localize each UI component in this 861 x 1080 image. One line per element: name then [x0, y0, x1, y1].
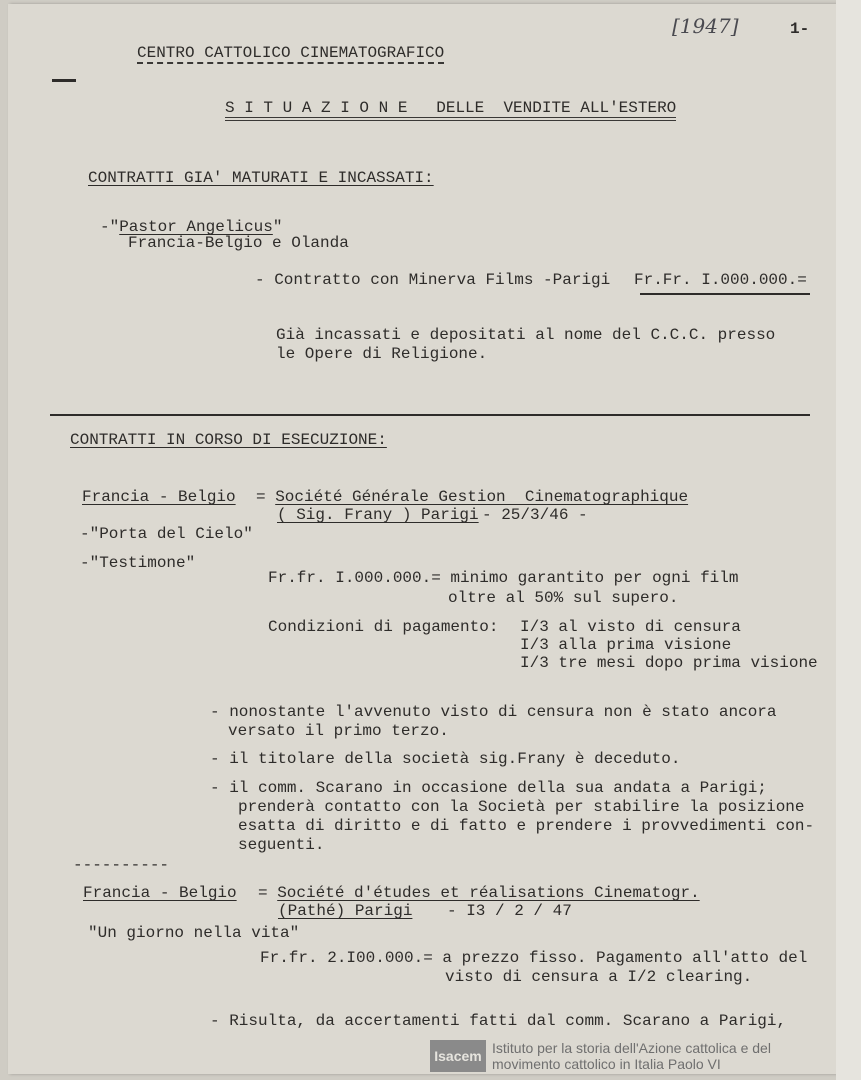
equals: =: [258, 884, 278, 902]
organization-header: CENTRO CATTOLICO CINEMATOGRAFICO: [137, 44, 445, 62]
section-heading-in-progress: CONTRATTI IN CORSO DI ESECUZIONE:: [70, 431, 387, 449]
contract-date: - I3 / 2 / 47: [447, 902, 572, 920]
company-line: [256, 488, 688, 506]
note-line: - il titolare della società sig.Frany è deceduto.: [210, 750, 681, 768]
territory: Francia - Belgio: [82, 488, 236, 506]
film-title: "Un giorno nella vita": [88, 924, 300, 942]
page-number: 1-: [790, 20, 810, 38]
terms-line: visto di censura a I/2 clearing.: [445, 968, 753, 986]
quote: -": [100, 218, 120, 236]
note-line: - il comm. Scarano in occasione della sua andata a Parigi;: [210, 779, 767, 797]
note-line: seguenti.: [238, 836, 325, 854]
margin-mark: [52, 79, 76, 82]
terms-line: oltre al 50% sul supero.: [448, 589, 679, 607]
handwritten-year: [1947]: [672, 14, 739, 38]
payment-term: I/3 al visto di censura: [520, 618, 741, 636]
page-edge: [836, 0, 861, 1080]
company-name: Société d'études et réalisations Cinematogr.: [277, 884, 700, 902]
document-title: S I T U A Z I O N E DELLE VENDITE ALL'ESTERO: [225, 99, 676, 121]
territory: Francia - Belgio: [83, 884, 237, 902]
company-line: [258, 884, 700, 902]
payment-label: Condizioni di pagamento:: [268, 618, 499, 636]
note-line: - Risulta, da accertamenti fatti dal comm. Scarano a Parigi,: [210, 1012, 787, 1030]
company-contact: (Pathé) Parigi: [278, 902, 413, 920]
terms-line: Fr.fr. 2.I00.000.= a prezzo fisso. Pagamento all'atto del: [260, 949, 808, 967]
equals: =: [256, 488, 276, 506]
company-name: Société Générale Gestion Cinematographique: [275, 488, 689, 506]
payment-term: I/3 alla prima visione: [520, 636, 732, 654]
note-line: le Opere di Religione.: [276, 345, 488, 363]
note-line: esatta di diritto e di fatto e prendere i provvedimenti con-: [238, 817, 815, 835]
separator: ----------: [73, 856, 170, 874]
contract-amount: Fr.Fr. I.000.000.=: [634, 271, 807, 289]
company-contact: ( Sig. Frany ) Parigi: [277, 506, 479, 524]
isacem-logo: Isacem: [430, 1040, 486, 1072]
amount-underline: [640, 293, 810, 295]
film-title: -"Porta del Cielo": [80, 525, 253, 543]
payment-term: I/3 tre mesi dopo prima visione: [520, 654, 818, 672]
note-line: - nonostante l'avvenuto visto di censura non è stato ancora: [210, 703, 777, 721]
contract-line: - Contratto con Minerva Films -Parigi: [255, 271, 611, 289]
terms-line: Fr.fr. I.000.000.= minimo garantito per ogni film: [268, 569, 739, 587]
film-title: -"Testimone": [80, 554, 196, 572]
watermark-text: Istituto per la storia dell'Azione cattolica e del movimento cattolico in Italia Paolo VI: [492, 1040, 771, 1072]
contract-date: - 25/3/46 -: [482, 506, 588, 524]
film-name: Pastor Angelicus: [119, 218, 273, 236]
quote: ": [272, 218, 283, 236]
section-divider: [50, 414, 810, 416]
territory: Francia-Belgio e Olanda: [128, 234, 349, 252]
archive-watermark: [430, 1040, 830, 1072]
note-line: versato il primo terzo.: [228, 722, 449, 740]
note-line: Già incassati e depositati al nome del C.C.C. presso: [276, 326, 776, 344]
section-heading-matured: CONTRATTI GIA' MATURATI E INCASSATI:: [88, 169, 434, 187]
note-line: prenderà contatto con la Società per stabilire la posizione: [238, 798, 805, 816]
